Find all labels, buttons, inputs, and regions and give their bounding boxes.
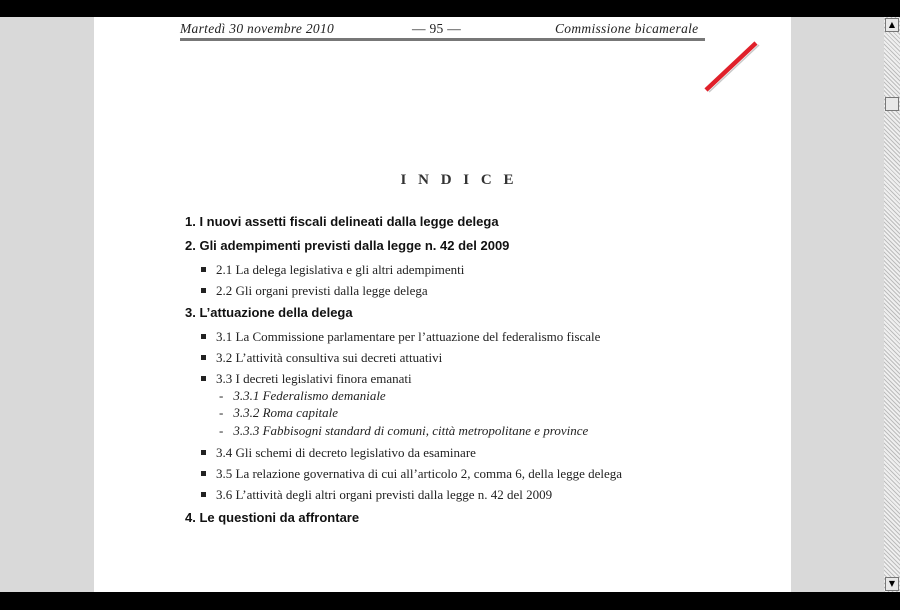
section-3: 3. L’attuazione della delega xyxy=(185,305,353,320)
section-2: 2. Gli adempimenti previsti dalla legge n. 42 del 2009 xyxy=(185,238,510,253)
bullet-icon xyxy=(201,334,206,339)
header-commission: Commissione bicamerale xyxy=(555,21,699,36)
page-title: I N D I C E xyxy=(400,172,518,188)
list-item: 3.1 La Commissione parlamentare per l’attuazione del federalismo fiscale xyxy=(201,329,600,345)
sub-list-item: - 3.3.2 Roma capitale xyxy=(219,405,339,420)
top-bar xyxy=(0,0,900,17)
scroll-down-button[interactable]: ▼ xyxy=(885,577,899,591)
bullet-icon xyxy=(201,355,206,360)
bullet-icon xyxy=(201,450,206,455)
scroll-up-button[interactable]: ▲ xyxy=(885,18,899,32)
document-viewer xyxy=(0,17,884,592)
document-page xyxy=(94,17,791,592)
scroll-thumb[interactable] xyxy=(885,97,899,111)
dash-icon: - xyxy=(219,388,224,403)
bullet-icon xyxy=(201,471,206,476)
list-item: 3.5 La relazione governativa di cui all’articolo 2, comma 6, della legge delega xyxy=(201,466,622,482)
list-item: 3.6 L’attività degli altri organi previsti dalla legge n. 42 del 2009 xyxy=(201,487,552,503)
section-1: 1. I nuovi assetti fiscali delineati dalla legge delega xyxy=(185,214,499,229)
dash-icon: - xyxy=(219,423,224,438)
dash-icon: - xyxy=(219,405,224,420)
list-item: 3.2 L’attività consultiva sui decreti attuativi xyxy=(201,350,442,366)
section-4: 4. Le questioni da affrontare xyxy=(185,510,360,525)
list-item: 2.2 Gli organi previsti dalla legge delega xyxy=(201,283,428,299)
sub-list-item: - 3.3.1 Federalismo demaniale xyxy=(219,388,386,403)
bullet-icon xyxy=(201,492,206,497)
bullet-icon xyxy=(201,267,206,272)
header-page-number: — 95 — xyxy=(412,21,462,36)
bullet-icon xyxy=(201,376,206,381)
sub-list-item: - 3.3.3 Fabbisogni standard di comuni, città metropolitane e province xyxy=(219,423,589,438)
list-item: 3.3 I decreti legislativi finora emanati xyxy=(201,371,412,387)
header-rule xyxy=(180,38,705,41)
vertical-scrollbar[interactable] xyxy=(884,17,900,592)
bullet-icon xyxy=(201,288,206,293)
list-item: 2.1 La delega legislativa e gli altri adempimenti xyxy=(201,262,464,278)
header-date: Martedì 30 novembre 2010 xyxy=(180,21,335,36)
list-item: 3.4 Gli schemi di decreto legislativo da esaminare xyxy=(201,445,476,461)
bottom-bar xyxy=(0,592,900,610)
red-slash-mark xyxy=(700,37,762,95)
